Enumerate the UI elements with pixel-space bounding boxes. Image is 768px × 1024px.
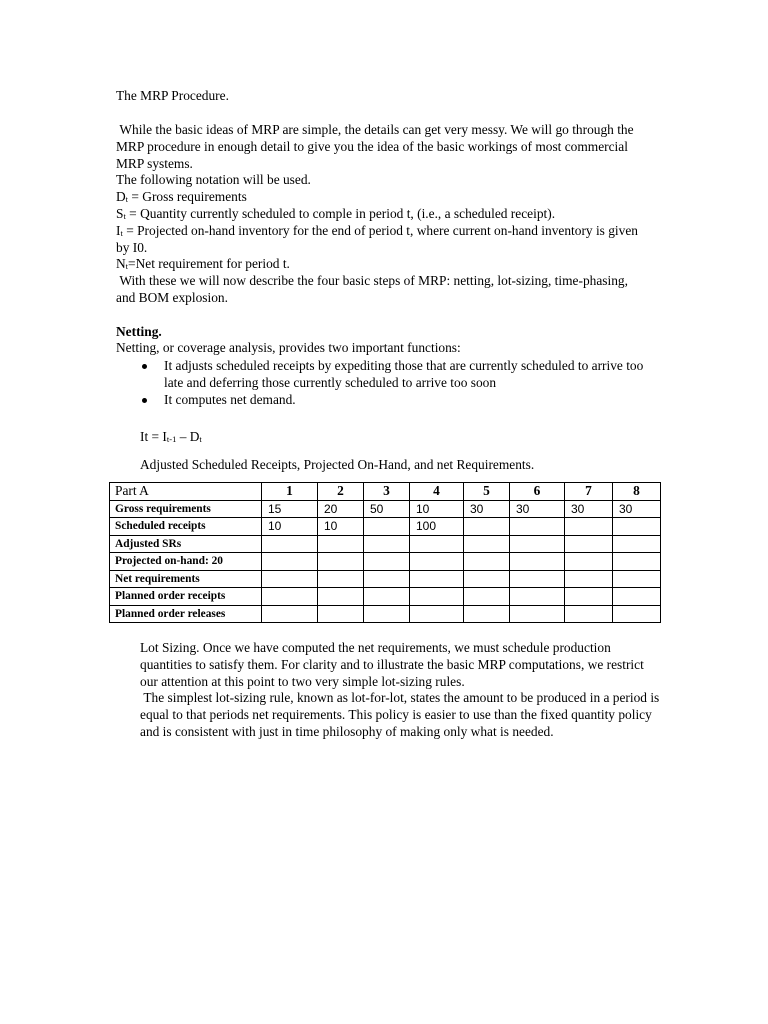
document-title: The MRP Procedure. bbox=[116, 88, 229, 103]
bullet-icon bbox=[142, 398, 147, 403]
table-cell bbox=[364, 605, 410, 623]
table-cell bbox=[613, 553, 661, 571]
table-cell bbox=[262, 570, 318, 588]
row-label: Adjusted SRs bbox=[110, 535, 262, 553]
table-cell bbox=[318, 553, 364, 571]
table-row bbox=[110, 570, 661, 588]
netting-description: Netting, or coverage analysis, provides two important functions: bbox=[116, 340, 461, 355]
table-cell: 100 bbox=[410, 518, 464, 536]
table-cell bbox=[410, 588, 464, 606]
table-cell bbox=[565, 570, 613, 588]
table-cell: 30 bbox=[464, 500, 510, 518]
table-row bbox=[110, 553, 661, 571]
notation-net-requirement: $N_t=Net$ requirement for period t. bbox=[116, 256, 290, 272]
table-cell bbox=[364, 588, 410, 606]
table-cell bbox=[364, 518, 410, 536]
table-cell bbox=[510, 518, 565, 536]
table-cell bbox=[613, 535, 661, 553]
table-cell bbox=[510, 605, 565, 623]
table-cell bbox=[464, 553, 510, 571]
list-item: It adjusts scheduled receipts by expediting those that are currently scheduled to arrive too late and deferring those currently scheduled to arrive too soon bbox=[140, 358, 650, 392]
table-cell bbox=[565, 605, 613, 623]
notation-lead: The following notation will be used. bbox=[116, 172, 311, 188]
row-label: Planned order releases bbox=[110, 605, 262, 623]
table-cell bbox=[364, 553, 410, 571]
table-cell bbox=[565, 588, 613, 606]
bullet-icon bbox=[142, 364, 147, 369]
table-cell bbox=[318, 570, 364, 588]
table-cell: 30 bbox=[565, 500, 613, 518]
table-cell bbox=[318, 605, 364, 623]
table-cell bbox=[613, 570, 661, 588]
table-cell bbox=[613, 588, 661, 606]
lot-sizing-section bbox=[140, 640, 663, 741]
table-row bbox=[110, 500, 661, 518]
table-cell bbox=[262, 535, 318, 553]
inventory-formula: $It = I_{t-1} - D_t$ bbox=[140, 429, 202, 444]
table-cell bbox=[464, 588, 510, 606]
table-cell bbox=[410, 605, 464, 623]
table-cell bbox=[613, 518, 661, 536]
table-row bbox=[110, 605, 661, 623]
table-cell bbox=[510, 553, 565, 571]
table-cell bbox=[318, 588, 364, 606]
period-header: 1 bbox=[262, 483, 318, 501]
table-cell bbox=[262, 588, 318, 606]
table-cell bbox=[510, 570, 565, 588]
table-cell: 30 bbox=[613, 500, 661, 518]
period-header: 6 bbox=[510, 483, 565, 501]
table-cell bbox=[565, 553, 613, 571]
table-cell bbox=[464, 570, 510, 588]
table-cell: 20 bbox=[318, 500, 364, 518]
table-cell bbox=[565, 518, 613, 536]
period-header: 7 bbox=[565, 483, 613, 501]
row-label: Projected on-hand: 20 bbox=[110, 553, 262, 571]
table-cell bbox=[364, 570, 410, 588]
row-label: Net requirements bbox=[110, 570, 262, 588]
table-cell bbox=[410, 535, 464, 553]
period-header: 4 bbox=[410, 483, 464, 501]
table-cell bbox=[464, 518, 510, 536]
mrp-table bbox=[109, 482, 661, 623]
table-cell bbox=[510, 535, 565, 553]
table-cell bbox=[364, 535, 410, 553]
table-cell: 15 bbox=[262, 500, 318, 518]
notation-scheduled-receipt: $S_t$ = Quantity currently scheduled to comple in period t, (i.e., a scheduled receipt). bbox=[116, 205, 556, 221]
row-label: Scheduled receipts bbox=[110, 518, 262, 536]
table-cell: 50 bbox=[364, 500, 410, 518]
table-cell bbox=[613, 605, 661, 623]
row-label: Gross requirements bbox=[110, 500, 262, 518]
lot-sizing-paragraph: Lot Sizing. Once we have computed the net requirements, we must schedule production quantities to satisfy them. For clarity and to illustrate the basic MRP computations, we restrict our attention at this point to two very simple lot-sizing rules. bbox=[140, 640, 648, 689]
table-cell: 10 bbox=[262, 518, 318, 536]
table-cell bbox=[262, 553, 318, 571]
table-cell: 10 bbox=[318, 518, 364, 536]
lot-for-lot-paragraph: The simplest lot-sizing rule, known as lot-for-lot, states the amount to be produced in a period is equal to that periods net requirements. This policy is easier to use than the fixed quantity policy and is consistent with just in time philosophy of making only what is needed. bbox=[140, 690, 663, 739]
table-cell: 10 bbox=[410, 500, 464, 518]
period-header: 3 bbox=[364, 483, 410, 501]
intro-paragraph: While the basic ideas of MRP are simple, the details can get very messy. We will go through the MRP procedure in enough detail to give you the idea of the basic workings of most commercial MRP systems. bbox=[116, 122, 637, 171]
table-row bbox=[110, 518, 661, 536]
table-cell bbox=[510, 588, 565, 606]
netting-heading: Netting. bbox=[116, 324, 162, 339]
period-header: 8 bbox=[613, 483, 661, 501]
notation-gross-requirements: $D_t$ = Gross requirements bbox=[116, 189, 247, 205]
notation-projected-on-hand: $I_t$ = Projected on-hand inventory for the end of period t, where current on-hand inventory is given by I0. bbox=[116, 222, 638, 255]
table-cell bbox=[464, 605, 510, 623]
intro-section bbox=[116, 122, 646, 307]
table-cell bbox=[464, 535, 510, 553]
period-header: 2 bbox=[318, 483, 364, 501]
list-item: It computes net demand. bbox=[140, 392, 650, 409]
table-cell bbox=[318, 535, 364, 553]
period-header: 5 bbox=[464, 483, 510, 501]
table-cell bbox=[565, 535, 613, 553]
mrp-table-body bbox=[110, 483, 661, 623]
intro-closing: With these we will now describe the four basic steps of MRP: netting, lot-sizing, time-phasing, and BOM explosion. bbox=[116, 273, 632, 305]
netting-bullet-list bbox=[140, 358, 650, 408]
table-header-row bbox=[110, 483, 661, 501]
table-cell bbox=[262, 605, 318, 623]
part-label: Part A bbox=[110, 483, 262, 501]
table-row bbox=[110, 588, 661, 606]
table-row bbox=[110, 535, 661, 553]
table-cell bbox=[410, 553, 464, 571]
row-label: Planned order receipts bbox=[110, 588, 262, 606]
table-cell: 30 bbox=[510, 500, 565, 518]
table-cell bbox=[410, 570, 464, 588]
table-caption: Adjusted Scheduled Receipts, Projected On-Hand, and net Requirements. bbox=[140, 457, 535, 472]
